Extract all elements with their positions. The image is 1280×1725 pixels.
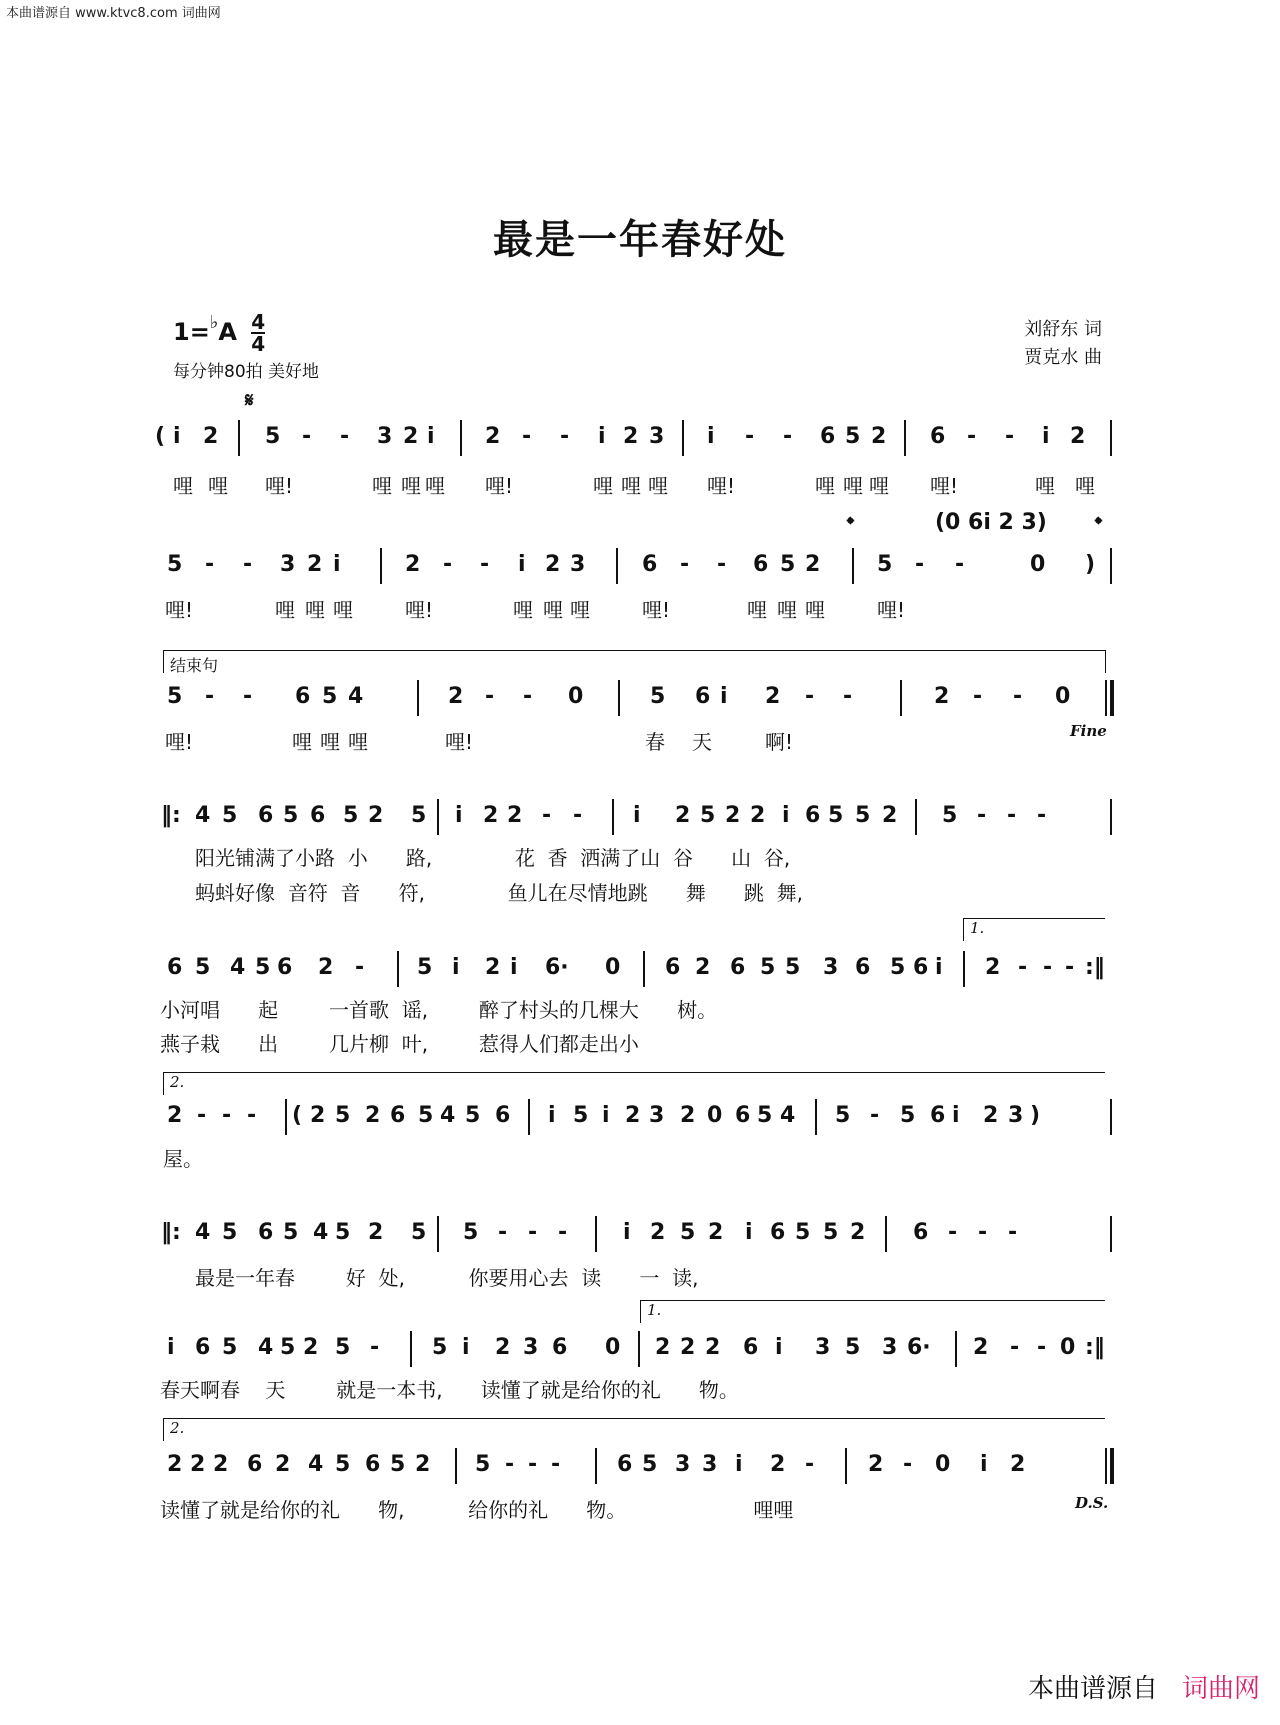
song-title: 最是一年春好处 [493, 216, 787, 263]
volta-1-label: 1. [970, 919, 985, 937]
volta-1-bracket [963, 918, 1105, 941]
volta-2-bracket-b [163, 1418, 1105, 1441]
footer-site[interactable]: 词曲网 [1181, 1674, 1260, 1704]
lyric-row-6: 屋。 [163, 1147, 203, 1171]
coda-sign-2: 𝄌 [1095, 512, 1102, 536]
volta-2-bracket [163, 1072, 1105, 1095]
lyricist-credit: 刘舒东 词 [1024, 319, 1102, 340]
key-note: A [218, 318, 237, 346]
notation-row-5: 6 5 4 5 6 2 - 5 i 2 i 6· 0 6 2 6 5 5 3 6 5 6 i 2 - - - :‖ [155, 955, 1115, 991]
composer-credit: 贾克水 曲 [1024, 347, 1102, 368]
coda-sign: 𝄌 [847, 512, 854, 536]
lyric-row-5b: 燕子栽 出 几片柳 叶, 惹得人们都走出小 [160, 1032, 639, 1056]
key-signature [173, 312, 265, 354]
lyric-row-8: 春天啊春 天 就是一本书, 读懂了就是给你的礼 物。 [160, 1378, 739, 1402]
notation-row-7: ‖: 4 5 6 5 4 5 2 5 5 - - - i 2 5 2 i 6 5 5 2 6 - - - [155, 1220, 1115, 1256]
intro-repeat-notes: (0 6i 2 3) [935, 510, 1047, 535]
time-denominator: 4 [251, 332, 266, 356]
lyric-row-9: 读懂了就是给你的礼 物, 给你的礼 物。 哩哩 [160, 1498, 794, 1522]
note-text: ( [155, 424, 166, 449]
segno-sign: 𝄋 [245, 388, 254, 412]
lyric-row-5a: 小河唱 起 一首歌 谣, 醉了村头的几棵大 树。 [160, 998, 718, 1022]
notation-row-1: ( i 2 5 - - 3 2 i 2 - - i 2 3 i - - 6 5 2 6 - - i 2 [155, 424, 1115, 460]
notation-row-9: 2 2 2 6 2 4 5 6 5 2 5 - - - 6 5 3 3 i 2 - 2 - 0 i 2 [155, 1452, 1115, 1488]
fine-marking: Fine [1070, 722, 1107, 740]
footer-source: 本曲谱源自 [1027, 1674, 1158, 1704]
lyric-row-4b: 蚂蚪好像 音符 音 符, 鱼儿在尽情地跳 舞 跳 舞, [195, 881, 803, 905]
ending-phrase-box [163, 650, 1106, 673]
volta-2-label: 2. [170, 1073, 185, 1091]
notation-row-4: ‖: 4 5 6 5 6 5 2 5 i 2 2 - - i 2 5 2 2 i 6 5 5 2 5 - - - [155, 803, 1115, 839]
notation-row-6: 2 - - - ( 2 5 2 6 5 4 5 6 i 5 i 2 3 2 0 6 5 4 5 - 5 6 i 2 3 ) [155, 1103, 1115, 1139]
ds-marking: D.S. [1075, 1494, 1109, 1512]
notation-row-2: 5 - - 3 2 i 2 - - i 2 3 6 - - 6 5 2 5 - - 0 ) [155, 552, 1115, 588]
notation-row-8: i 6 5 4 5 2 5 - 5 i 2 3 6 0 2 2 2 6 i 3 5 3 6· 2 - - 0 :‖ [155, 1335, 1115, 1371]
source-watermark: 本曲谱源自 www.ktvc8.com 词曲网 [6, 6, 221, 21]
flat-sign: ♭ [209, 312, 219, 333]
time-numerator: 4 [251, 310, 266, 334]
tempo-marking: 每分钟80拍 美好地 [173, 362, 320, 382]
time-signature [251, 312, 265, 354]
volta-2-label-b: 2. [170, 1419, 185, 1437]
key-prefix: 1= [173, 318, 210, 346]
ending-phrase-label: 结束句 [170, 656, 219, 675]
lyric-row-4a: 阳光铺满了小路 小 路, 花 香 洒满了山 谷 山 谷, [195, 846, 791, 870]
volta-1-bracket-b [640, 1300, 1105, 1323]
footer-credit [1028, 1668, 1260, 1705]
notation-row-3: 5 - - 6 5 4 2 - - 0 5 6 i 2 - - 2 - - 0 [155, 684, 1115, 720]
volta-1-label-b: 1. [647, 1301, 662, 1319]
lyric-row-7: 最是一年春 好 处, 你要用心去 读 一 读, [195, 1266, 699, 1290]
